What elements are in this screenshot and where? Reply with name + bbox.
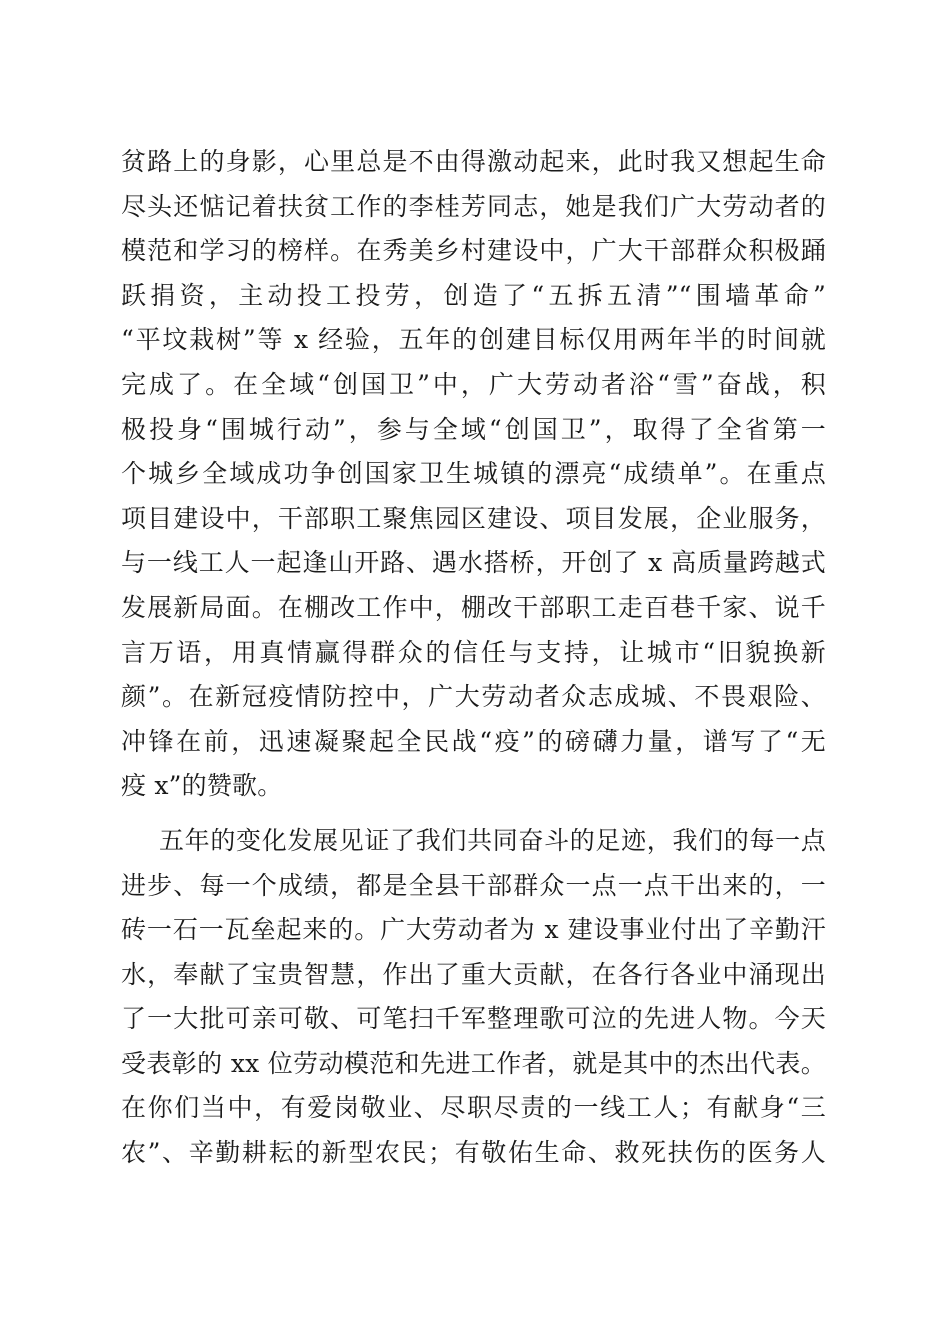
paragraph-2 [121, 819, 826, 1176]
text-line: 跃捐资，主动投工投劳，创造了“五拆五清”“围墙革命” [121, 280, 826, 310]
text-line: 发展新局面。在棚改工作中，棚改干部职工走百巷千家、说千 [121, 592, 826, 622]
text-line: 极投身“围城行动”，参与全域“创国卫”，取得了全省第一 [121, 414, 826, 444]
text-line: 完成了。在全域“创国卫”中，广大劳动者浴“雪”奋战，积 [121, 369, 826, 399]
text-line: 了一大批可亲可敬、可笔扫千军整理歌可泣的先进人物。今天 [121, 1004, 826, 1034]
text-line: 尽头还惦记着扶贫工作的李桂芳同志，她是我们广大劳动者的 [121, 191, 826, 221]
text-line: 项目建设中，干部职工聚焦园区建设、项目发展，企业服务， [121, 503, 826, 533]
text-line: 疫 x”的赞歌。 [121, 771, 283, 801]
text-line: 与一线工人一起逢山开路、遇水搭桥，开创了 x 高质量跨越式 [121, 548, 826, 578]
text-line: 贫路上的身影，心里总是不由得激动起来，此时我又想起生命 [121, 147, 826, 176]
text-line: 农”、辛勤耕耘的新型农民；有敬佑生命、救死扶伤的医务人 [121, 1138, 826, 1168]
text-line: 在你们当中，有爱岗敬业、尽职尽责的一线工人；有献身“三 [121, 1093, 826, 1123]
text-line: 五年的变化发展见证了我们共同奋斗的足迹，我们的每一点 [159, 825, 826, 855]
paragraph-1 [121, 140, 826, 809]
body-text [121, 140, 826, 1176]
text-line: 言万语，用真情赢得群众的信任与支持，让城市“旧貌换新 [121, 637, 826, 667]
text-line: 颜”。在新冠疫情防控中，广大劳动者众志成城、不畏艰险、 [121, 682, 826, 712]
text-line: 冲锋在前，迅速凝聚起全民战“疫”的磅礴力量，谱写了“无 [121, 726, 826, 756]
paragraph-gap [121, 809, 826, 819]
text-line: “平坟栽树”等 x 经验，五年的创建目标仅用两年半的时间就 [121, 325, 826, 355]
text-line: 受表彰的 xx 位劳动模范和先进工作者，就是其中的杰出代表。 [121, 1048, 826, 1078]
text-line: 个城乡全域成功争创国家卫生城镇的漂亮“成绩单”。在重点 [121, 459, 826, 489]
text-line: 砖一石一瓦垒起来的。广大劳动者为 x 建设事业付出了辛勤汗 [121, 915, 826, 945]
text-line: 模范和学习的榜样。在秀美乡村建设中，广大干部群众积极踊 [121, 236, 826, 266]
text-line: 进步、每一个成绩，都是全县干部群众一点一点干出来的，一 [121, 870, 826, 900]
text-line: 水，奉献了宝贵智慧，作出了重大贡献，在各行各业中涌现出 [121, 959, 826, 989]
